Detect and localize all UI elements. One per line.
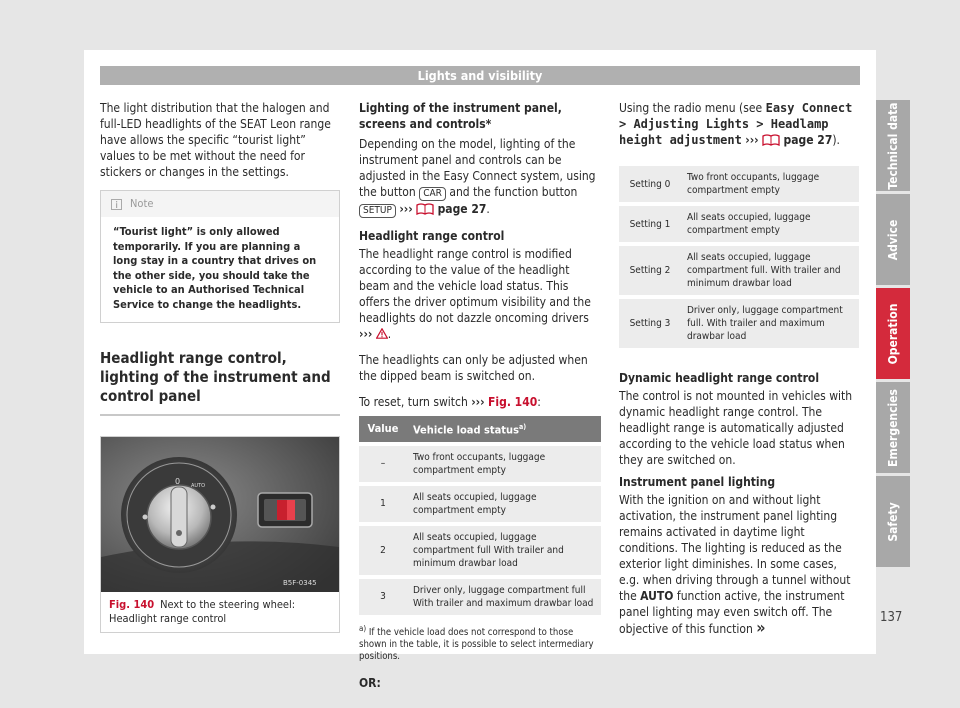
- page-ref-link[interactable]: page 27: [437, 202, 487, 216]
- tab-label: Advice: [886, 219, 900, 260]
- book-icon-2: [762, 134, 780, 146]
- table-cell-value: 1: [359, 484, 407, 524]
- radio-menu-text: Using the radio menu (see: [619, 101, 763, 115]
- range-control-text: The headlight range control is modified according to the value of the headlight beam and the vehicle load status. This offers the driver optimum visibility and the headlights do not dazzle oncoming drivers: [359, 247, 591, 325]
- table-row: [619, 204, 859, 244]
- column-1: [100, 100, 340, 633]
- arrows-3: ›››: [471, 395, 485, 409]
- range-control-heading: Headlight range control: [359, 229, 505, 243]
- book-icon: [416, 203, 434, 215]
- table-row: [619, 164, 859, 204]
- table-cell-value: –: [359, 444, 407, 484]
- setting-desc-cell: Driver only, luggage compartment full. With trailer and maximum drawbar load: [681, 297, 859, 348]
- table-cell-status: Two front occupants, luggage compartment empty: [407, 444, 601, 484]
- settings-table: [619, 162, 859, 348]
- setup-button: SETUP: [359, 204, 396, 218]
- lighting-text-a: Depending on the model, lighting of the instrument panel and controls can be adjusted in the Easy Connect system, using the button: [359, 137, 596, 199]
- page-header: Lights and visibility: [100, 66, 860, 85]
- intro-text: The light distribution that the halogen and full-LED headlights of the SEAT Leon range have allows the specific “tourist light” values to be met without the need for stickers or changes in the settings.: [100, 101, 331, 179]
- table-cell-value: 3: [359, 577, 407, 615]
- table-header-sup: a): [518, 423, 527, 431]
- tab-advice[interactable]: [876, 194, 910, 285]
- note-body: “Tourist light” is only allowed temporarily. If you are planning a long stay in a country that drives on the other side, you should take the vehicle to an Authorised Technical Service to change the headlights.: [113, 225, 317, 311]
- arrows: ›››: [399, 202, 413, 216]
- continue-icon: »: [756, 618, 766, 637]
- instrument-heading: Instrument panel lighting: [619, 475, 776, 489]
- photo-label-0: 0: [175, 477, 181, 486]
- note-title: Note: [130, 197, 154, 210]
- instrument-text-b: function active, the instrument panel lighting may even switch off. The objective of this function: [619, 589, 845, 636]
- photo-code: B5F-0345: [283, 579, 317, 587]
- table-row: [359, 577, 601, 615]
- figure-label: Fig. 140: [109, 598, 155, 611]
- lighting-heading: Lighting of the instrument panel, screens and controls*: [359, 101, 562, 131]
- setting-desc-cell: All seats occupied, luggage compartment full. With trailer and minimum drawbar load: [681, 244, 859, 297]
- fig-140-link[interactable]: Fig. 140: [488, 395, 538, 409]
- tab-operation[interactable]: [876, 288, 910, 379]
- auto-label: AUTO: [640, 589, 674, 603]
- table-row: [359, 524, 601, 577]
- table-cell-status: Driver only, luggage compartment full With trailer and maximum drawbar load: [407, 577, 601, 615]
- load-status-table: [359, 416, 601, 615]
- table-cell-value: 2: [359, 524, 407, 577]
- tab-safety[interactable]: [876, 476, 910, 567]
- table-footnote: [359, 623, 601, 663]
- section-tabs: [876, 100, 910, 570]
- setting-cell: Setting 0: [619, 164, 681, 204]
- tab-emergencies[interactable]: [876, 382, 910, 473]
- lighting-text-end: .: [486, 202, 490, 216]
- column-2: [359, 100, 601, 701]
- instrument-text-a: With the ignition on and without light activation, the instrument panel lighting remains activated in daytime light conditions. The lighting is reduced as the exterior light diminishes. In some cases, e.g. when driving through a tunnel without the: [619, 493, 851, 603]
- instrument-paragraph: [619, 492, 859, 637]
- tab-label: Safety: [886, 501, 900, 542]
- car-button: CAR: [419, 187, 446, 201]
- radio-menu-paragraph: [619, 100, 859, 148]
- table-row: [619, 244, 859, 297]
- arrows-2: ›››: [359, 327, 373, 341]
- setting-cell: Setting 1: [619, 204, 681, 244]
- table-row: [619, 297, 859, 348]
- dynamic-paragraph: The control is not mounted in vehicles with dynamic headlight range control. The headlight range is automatically adjusted according to the vehicle load status when they are switched on.: [619, 389, 853, 467]
- table-header-value: Value: [359, 416, 407, 444]
- photo-label-auto: AUTO: [191, 483, 206, 489]
- section-title: Headlight range control, lighting of the instrument and control panel: [100, 349, 340, 416]
- page-number: 137: [880, 610, 903, 625]
- setting-desc-cell: Two front occupants, luggage compartment empty: [681, 164, 859, 204]
- figure-140: [100, 436, 340, 633]
- or-label: OR:: [359, 675, 381, 690]
- tab-label: Technical data: [886, 101, 900, 190]
- reset-text-end: :: [537, 395, 541, 409]
- dynamic-heading: Dynamic headlight range control: [619, 371, 820, 385]
- footnote-text: If the vehicle load does not correspond to those shown in the table, it is possible to select intermediary positions.: [359, 626, 594, 662]
- table-row: [359, 444, 601, 484]
- headlight-switch-photo: [101, 437, 339, 592]
- table-row: [359, 484, 601, 524]
- tab-label: Operation: [886, 303, 900, 364]
- setting-cell: Setting 3: [619, 297, 681, 348]
- note-header: [101, 191, 339, 217]
- footnote-mark: a): [359, 623, 367, 633]
- dipped-beam-text: The headlights can only be adjusted when the dipped beam is switched on.: [359, 353, 588, 383]
- arrows-4: ›››: [745, 133, 759, 147]
- setting-desc-cell: All seats occupied, luggage compartment empty: [681, 204, 859, 244]
- reset-paragraph: [359, 394, 601, 410]
- tab-technical-data[interactable]: [876, 100, 910, 191]
- page-ref-link-2[interactable]: page 27: [783, 133, 833, 147]
- table-header-status: [407, 416, 601, 444]
- setting-cell: Setting 2: [619, 244, 681, 297]
- figure-caption: [101, 592, 339, 632]
- table-header-status-text: Vehicle load status: [413, 423, 519, 437]
- tab-label: Emergencies: [886, 388, 900, 467]
- lighting-text-b: and the function button: [449, 185, 578, 199]
- reset-text: To reset, turn switch: [359, 395, 468, 409]
- figure-caption-text: Next to the steering wheel: Headlight range control: [109, 598, 296, 625]
- column-3: [619, 100, 859, 647]
- table-cell-status: All seats occupied, luggage compartment full With trailer and minimum drawbar load: [407, 524, 601, 577]
- note-info-icon: [111, 199, 122, 210]
- warning-icon: [376, 328, 388, 339]
- range-control-paragraph: The headlight range control is modified according to the value of the headlight beam and the vehicle load status. This offers the driver optimum visibility and the headlights do not dazzle oncoming drivers ››› .: [359, 247, 591, 341]
- menu-path: Easy Connect > Adjusting Lights > Headlamp height adjustment: [619, 101, 853, 147]
- table-cell-status: All seats occupied, luggage compartment empty: [407, 484, 601, 524]
- radio-menu-end: ).: [832, 133, 840, 147]
- note-box: [100, 190, 340, 323]
- lighting-paragraph: [359, 136, 601, 218]
